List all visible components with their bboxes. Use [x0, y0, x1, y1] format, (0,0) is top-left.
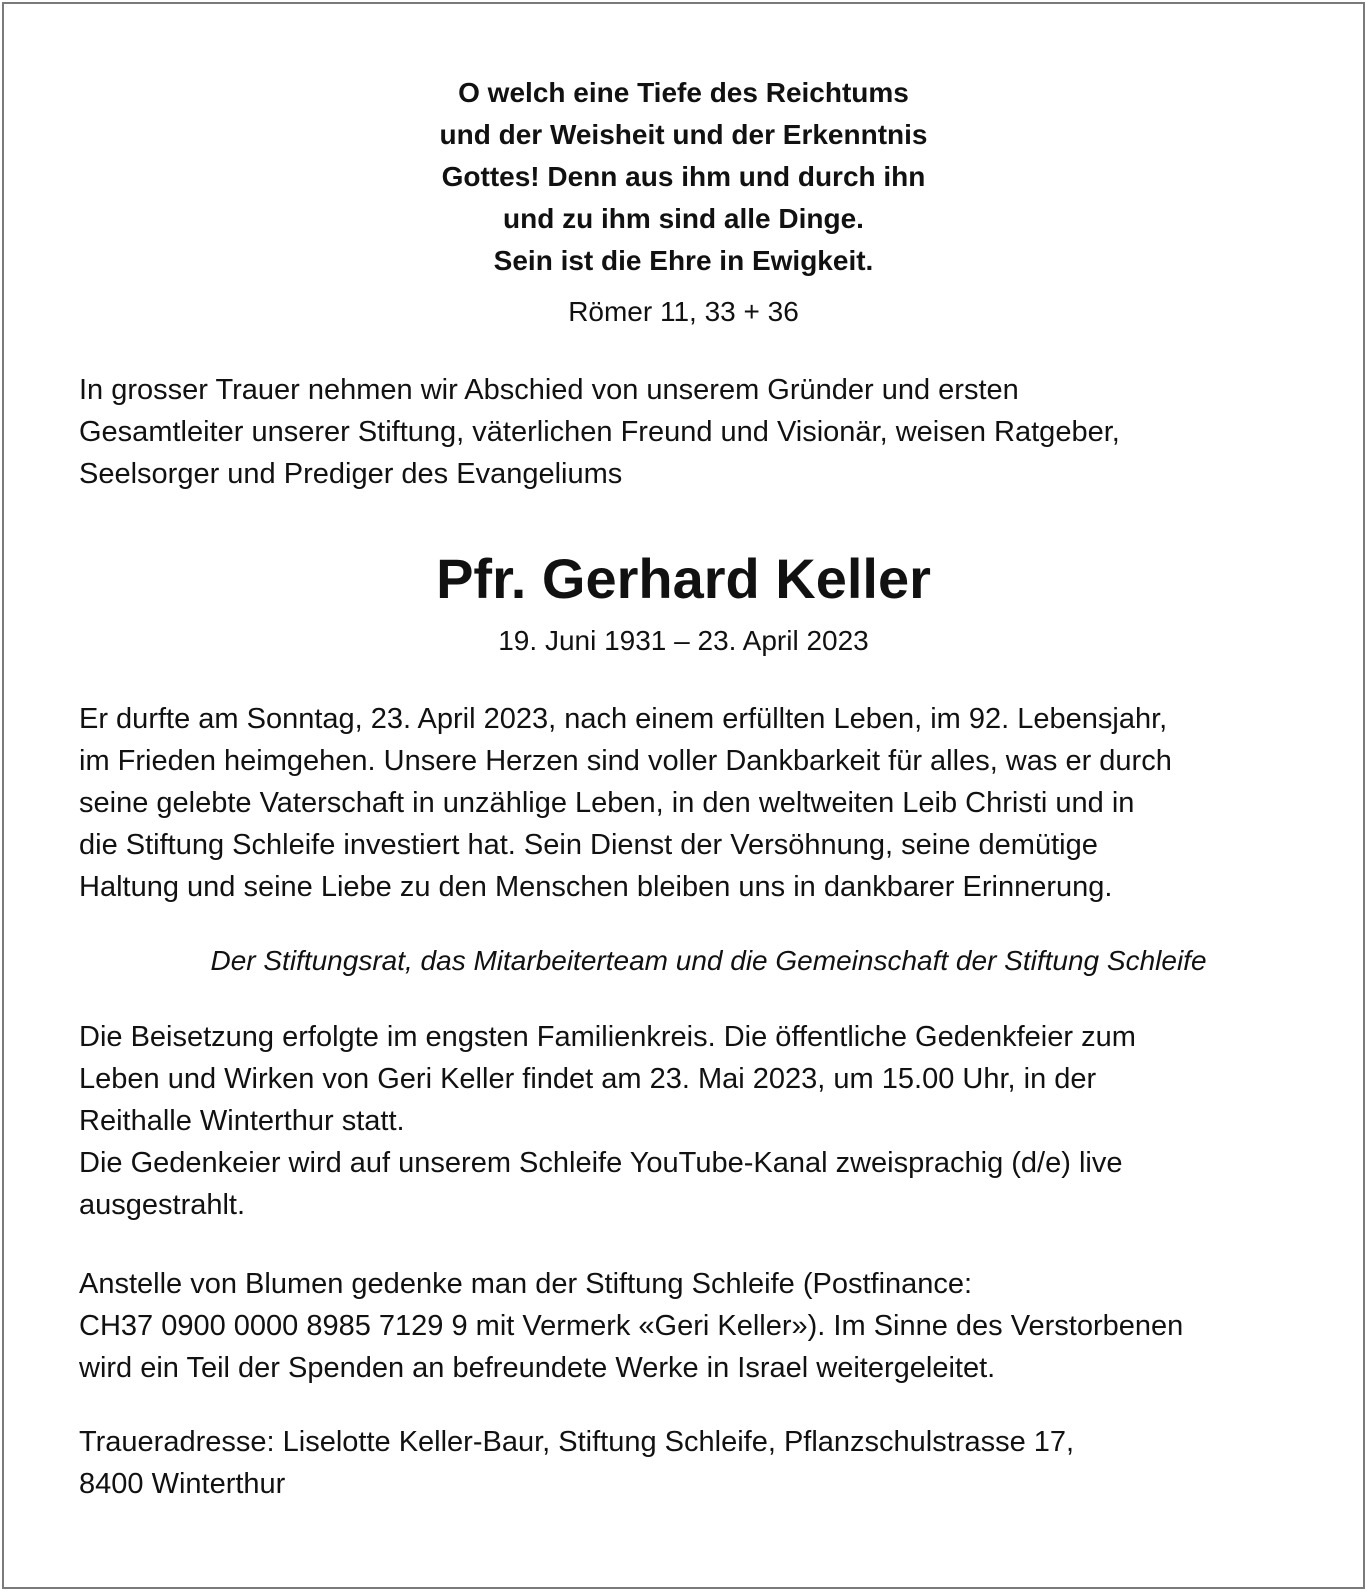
verse-line: und zu ihm sind alle Dinge. — [503, 203, 864, 234]
verse-reference: Römer 11, 33 + 36 — [568, 296, 799, 327]
verse-line: und der Weisheit und der Erkenntnis — [439, 119, 928, 150]
life-dates: 19. Juni 1931 – 23. April 2023 — [498, 625, 869, 656]
memorial-service-paragraph: Die Beisetzung erfolgte im engsten Familienkreis. Die öffentliche Gedenkfeier zum Leben und Wirken von Geri Keller findet am 23. Mai 2023, um 15.00 Uhr, in der Reithalle Winterthur statt. Die Gedenkeier wird auf unserem Schleife YouTube-Kanal zweisprachig (d/e) live ausgestrahlt. — [79, 1021, 1136, 1221]
verse-line: Sein ist die Ehre in Ewigkeit. — [493, 245, 874, 276]
verse-line: O welch eine Tiefe des Reichtums — [458, 77, 909, 108]
mourning-address: Traueradresse: Liselotte Keller-Baur, Stiftung Schleife, Pflanzschulstrasse 17, 8400 Winterthur — [79, 1426, 1075, 1500]
passing-paragraph: Er durfte am Sonntag, 23. April 2023, nach einem erfüllten Leben, im 92. Lebensjahr, im Frieden heimgehen. Unsere Herzen sind voller Dankbarkeit für alles, was er durch seine gelebte Vaterschaft in unzählige Leben, in den weltweiten Leib Christi und in die Stiftung Schleife investiert hat. Sein Dienst der Versöhnung, seine demütige Haltung und seine Liebe zu den Menschen bleiben uns in dankbarer Erinnerung. — [79, 703, 1172, 903]
signatories: Der Stiftungsrat, das Mitarbeiterteam und die Gemeinschaft der Stiftung Schleife — [210, 945, 1207, 976]
donation-paragraph: Anstelle von Blumen gedenke man der Stiftung Schleife (Postfinance: CH37 0900 0000 8985 7129 9 mit Vermerk «Geri Keller»). Im Sinne des Verstorbenen wird ein Teil der Spenden an befreundete Werke in Israel weitergeleitet. — [79, 1268, 1184, 1384]
obituary-notice — [2, 2, 1365, 1589]
verse-line: Gottes! Denn aus ihm und durch ihn — [441, 161, 926, 192]
deceased-name: Pfr. Gerhard Keller — [436, 547, 931, 610]
bible-verse — [4, 72, 1363, 282]
intro-paragraph: In grosser Trauer nehmen wir Abschied von unserem Gründer und ersten Gesamtleiter unserer Stiftung, väterlichen Freund und Visionär, weisen Ratgeber, Seelsorger und Prediger des Evangeliums — [79, 374, 1120, 490]
